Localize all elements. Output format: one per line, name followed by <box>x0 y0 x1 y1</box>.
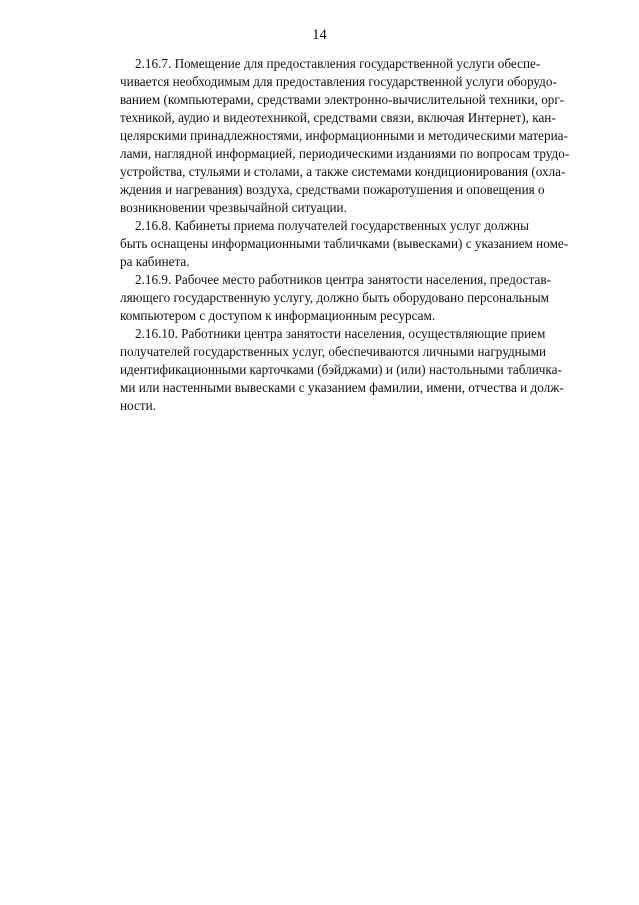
paragraph-line: 2.16.7. Помещение для предоставления государственной услуги обеспе- <box>135 56 541 71</box>
paragraph-line: ванием (компьютерами, средствами электронно-вычислительной техники, орг- <box>120 92 565 107</box>
paragraph-2-16-9 <box>120 271 552 325</box>
paragraph-2-16-10 <box>120 325 564 415</box>
paragraph-2-16-7 <box>120 55 570 217</box>
paragraph-line: целярскими принадлежностями, информационными и методическими материа- <box>120 128 568 143</box>
paragraph-line: ждения и нагревания) воздуха, средствами пожаротушения и оповещения о <box>120 182 545 197</box>
page-number: 14 <box>312 27 327 43</box>
paragraph-line: ляющего государственную услугу, должно быть оборудовано персональным <box>120 290 549 305</box>
paragraph-line: чивается необходимым для предоставления государственной услуги оборудо- <box>120 74 557 89</box>
paragraph-line: устройства, стульями и столами, а также системами кондиционирования (охла- <box>120 164 566 179</box>
paragraph-line: получателей государственных услуг, обеспечиваются личными нагрудными <box>120 344 547 359</box>
paragraph-line: быть оснащены информационными табличками (вывесками) с указанием номе- <box>120 236 569 251</box>
document-body <box>120 55 570 415</box>
paragraph-line: ности. <box>120 398 156 413</box>
paragraph-2-16-8 <box>120 217 569 271</box>
paragraph-line: компьютером с доступом к информационным ресурсам. <box>120 308 436 323</box>
paragraph-line: возникновении чрезвычайной ситуации. <box>120 200 347 215</box>
paragraph-line: техникой, аудио и видеотехникой, средствами связи, включая Интернет), кан- <box>120 110 556 125</box>
paragraph-line: 2.16.9. Рабочее место работников центра занятости населения, предостав- <box>135 272 552 287</box>
paragraph-line: 2.16.10. Работники центра занятости населения, осуществляющие прием <box>135 326 546 341</box>
paragraph-line: лами, наглядной информацией, периодическими изданиями по вопросам трудо- <box>120 146 570 161</box>
paragraph-line: 2.16.8. Кабинеты приема получателей государственных услуг должны <box>135 218 529 233</box>
paragraph-line: идентификационными карточками (бэйджами) и (или) настольными табличка- <box>120 362 562 377</box>
paragraph-line: ми или настенными вывесками с указанием фамилии, имени, отчества и долж- <box>120 380 564 395</box>
paragraph-line: ра кабинета. <box>120 254 190 269</box>
